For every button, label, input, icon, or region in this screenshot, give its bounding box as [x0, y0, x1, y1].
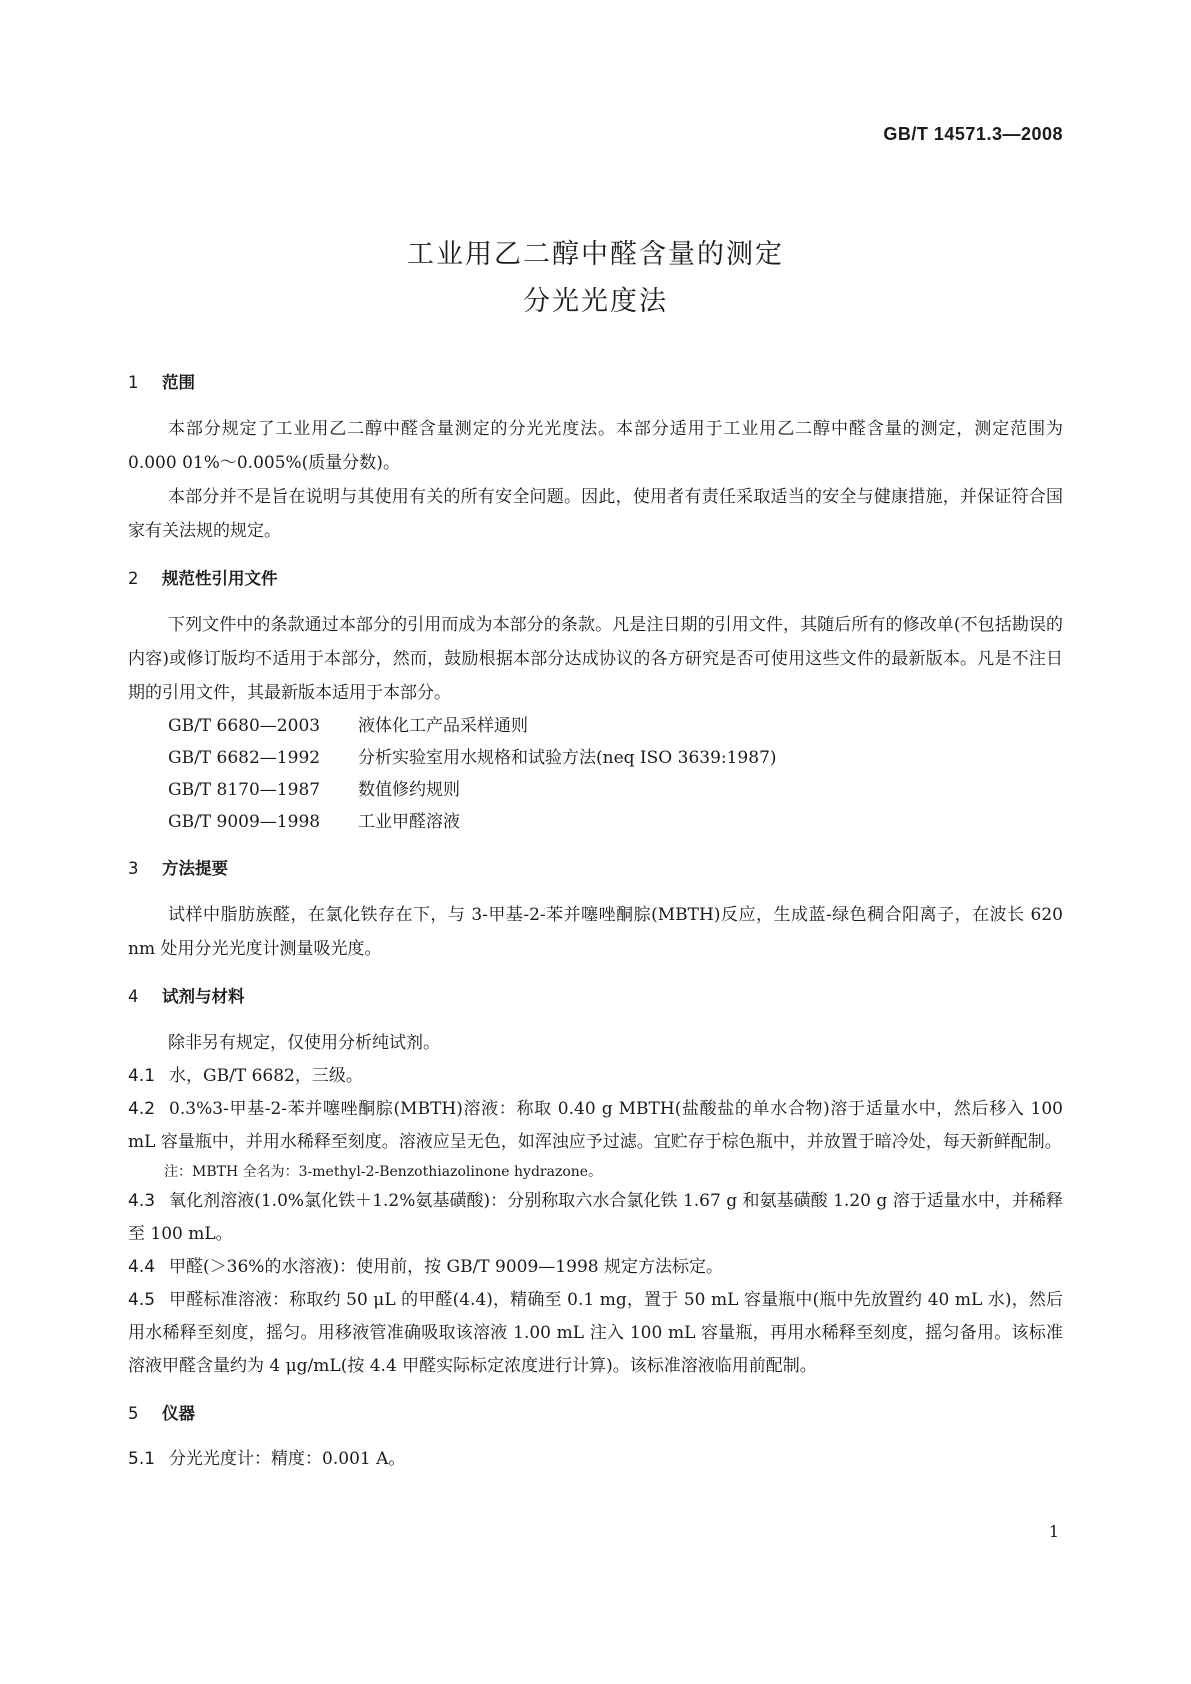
- section-title: 方法提要: [162, 859, 228, 878]
- reference-code: GB/T 8170—1987: [168, 780, 321, 800]
- reference-title: 液体化工产品采样通则: [358, 716, 528, 736]
- clause-item: [128, 1284, 1063, 1383]
- document-subtitle: 分光光度法: [523, 286, 668, 317]
- section-heading-normative-references: [128, 568, 1063, 590]
- section-heading-method-summary: [128, 858, 1063, 880]
- section-number: 3: [128, 859, 139, 878]
- section-heading-scope: [128, 372, 1063, 394]
- clause-text: 水，GB/T 6682，三级。: [169, 1066, 363, 1086]
- clause-number: 4.4: [128, 1257, 156, 1277]
- section-heading-reagents: [128, 986, 1063, 1008]
- clause-item: [128, 1185, 1063, 1251]
- section-title: 范围: [162, 373, 195, 392]
- clause-number: 5.1: [128, 1449, 156, 1469]
- section-number: 5: [128, 1404, 139, 1423]
- reference-code: GB/T 6680—2003: [168, 716, 321, 736]
- reagents-intro: 除非另有规定，仅使用分析纯试剂。: [168, 1033, 440, 1053]
- clause-number: 4.2: [128, 1099, 156, 1119]
- section-title: 试剂与材料: [162, 987, 245, 1006]
- clause-item: [128, 1251, 1063, 1284]
- reference-title: 工业甲醛溶液: [358, 812, 460, 832]
- reference-code: GB/T 6682—1992: [168, 748, 321, 768]
- reference-entry: [128, 806, 1063, 838]
- page-number: 1: [1048, 1522, 1059, 1541]
- standard-code: GB/T 14571.3—2008: [883, 124, 1063, 144]
- scope-paragraph-1: 本部分规定了工业用乙二醇中醛含量测定的分光光度法。本部分适用于工业用乙二醇中醛含量的测定，测定范围为 0.000 01%～0.005%(质量分数)。: [128, 419, 1063, 473]
- reference-code: GB/T 9009—1998: [168, 812, 321, 832]
- document-body: [128, 372, 1063, 1476]
- references-paragraph: 下列文件中的条款通过本部分的引用而成为本部分的条款。凡是注日期的引用文件，其随后所有的修改单(不包括勘误的内容)或修订版均不适用于本部分，然而，鼓励根据本部分达成协议的各方研究是否可使用这些文件的最新版本。凡是不注日期的引用文件，其最新版本适用于本部分。: [128, 615, 1063, 703]
- reference-title: 分析实验室用水规格和试验方法(neq ISO 3639:1987): [358, 748, 777, 768]
- section-number: 4: [128, 987, 139, 1006]
- clause-number: 4.5: [128, 1290, 156, 1310]
- clause-item: [128, 1443, 1063, 1476]
- clause-text: 0.3%3-甲基-2-苯并噻唑酮腙(MBTH)溶液：称取 0.40 g MBTH(盐酸盐的单水合物)溶于适量水中，然后移入 100 mL 容量瓶中，并用水稀释至刻度。溶液应呈无色，如浑浊应予过滤。宜贮存于棕色瓶中，并放置于暗冷处，每天新鲜配制。: [128, 1099, 1063, 1152]
- method-summary-paragraph: 试样中脂肪族醛，在氯化铁存在下，与 3-甲基-2-苯并噻唑酮腙(MBTH)反应，生成蓝-绿色稠合阳离子，在波长 620 nm 处用分光光度计测量吸光度。: [128, 905, 1063, 959]
- section-title: 规范性引用文件: [162, 569, 278, 588]
- clause-text: 分光光度计：精度：0.001 A。: [169, 1449, 406, 1469]
- clause-text: 氧化剂溶液(1.0%氯化铁＋1.2%氨基磺酸)：分别称取六水合氯化铁 1.67 g 和氨基磺酸 1.20 g 溶于适量水中，并稀释至 100 mL。: [128, 1191, 1063, 1244]
- note-text: 注：MBTH 全名为：3-methyl-2-Benzothiazolinone hydrazone。: [164, 1164, 603, 1180]
- clause-item: [128, 1093, 1063, 1159]
- clause-text: 甲醛(＞36%的水溶液)：使用前，按 GB/T 9009—1998 规定方法标定。: [169, 1257, 723, 1277]
- section-title: 仪器: [162, 1404, 195, 1423]
- section-number: 1: [128, 373, 139, 392]
- reference-entry: [128, 710, 1063, 742]
- reference-entry: [128, 774, 1063, 806]
- clause-number: 4.3: [128, 1191, 156, 1211]
- clause-item: [128, 1060, 1063, 1093]
- reference-entry: [128, 742, 1063, 774]
- scope-paragraph-2: 本部分并不是旨在说明与其使用有关的所有安全问题。因此，使用者有责任采取适当的安全与健康措施，并保证符合国家有关法规的规定。: [128, 487, 1063, 541]
- clause-number: 4.1: [128, 1066, 156, 1086]
- section-heading-apparatus: [128, 1403, 1063, 1425]
- reference-title: 数值修约规则: [358, 780, 460, 800]
- section-number: 2: [128, 569, 139, 588]
- document-title: 工业用乙二醇中醛含量的测定: [407, 239, 784, 270]
- clause-text: 甲醛标准溶液：称取约 50 μL 的甲醛(4.4)，精确至 0.1 mg，置于 50 mL 容量瓶中(瓶中先放置约 40 mL 水)，然后用水稀释至刻度，摇匀。用移液管准确吸取该溶液 1.00 mL 注入 100 mL 容量瓶，再用水稀释至刻度，摇匀备用。该标准溶液甲醛含量约为 4 μg/mL(按 4.4 甲醛实际标定浓度进行计算)。该标准溶液临用前配制。: [128, 1290, 1063, 1376]
